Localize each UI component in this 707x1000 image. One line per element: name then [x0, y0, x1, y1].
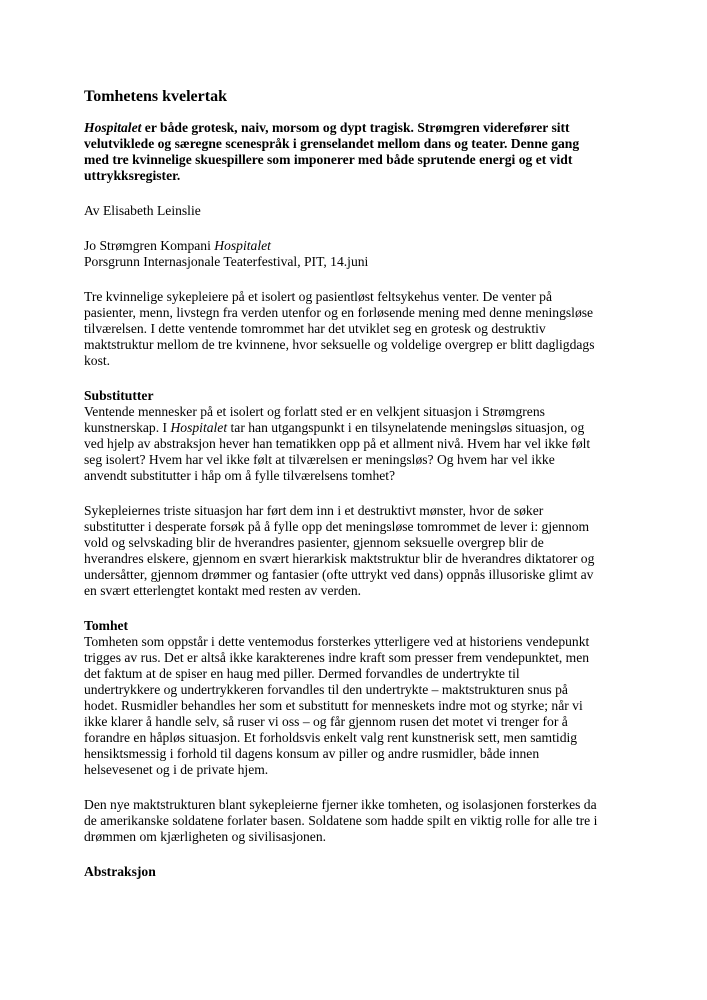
lead-paragraph: [84, 120, 687, 184]
text-segment: kunstnerskap. I: [84, 420, 171, 435]
text-line: Tre kvinnelige sykepleiere på et isolert og pasientløst feltsykehus venter. De venter på: [84, 289, 552, 304]
text-line: kost.: [84, 353, 111, 368]
section-heading-abstraksjon: Abstraksjon: [84, 864, 156, 879]
text-line: pasienter, menn, livstegn fra verden utenfor og en forløsende mening med denne meningsløse: [84, 305, 594, 320]
text-line: hensiktsmessig i forhold til dagens konsum av piller og andre rusmidler, både innen: [84, 746, 540, 761]
section-heading-substitutter: Substitutter: [84, 388, 154, 403]
text-line: undertrykkere og undertrykkeren forvandles til den undertrykte – maktstrukturen snus på: [84, 682, 568, 697]
text-line: tilværelsen. I dette ventende tomrommet har det utviklet seg en grotesk og destruktiv: [84, 321, 546, 336]
lead-line-text: er både grotesk, naiv, morsom og dypt tragisk. Strømgren viderefører sitt: [141, 120, 570, 135]
text-line: maktstruktur mellom de tre kvinnene, hvor seksuelle og voldelige overgrep er blitt dagligdags: [84, 337, 595, 352]
text-line: seg isolert? Hvem har vel ikke følt at tilværelsen er meningsløs? Og hvem har vel ikke: [84, 452, 555, 467]
text-line: Sykepleiernes triste situasjon har ført dem inn i et destruktivt mønster, hvor de søker: [84, 503, 544, 518]
section-tomhet: [84, 618, 687, 778]
festival-line: Porsgrunn Internasjonale Teaterfestival, PIT, 14.juni: [84, 254, 369, 269]
text-line: det faktum at de spiser en haug med piller. Dermed forvandles de undertrykte til: [84, 666, 520, 681]
text-line: hverandres elskere, gjennom en svært hierarkisk maktstruktur blir de hverandres diktatorer og: [84, 551, 595, 566]
text-line: undersåtter, gjennom drømmer og fantasier (ofte uttrykt ved dans) oppnås illusoriske glimt av: [84, 567, 594, 582]
article-title: Tomhetens kvelertak: [84, 88, 227, 105]
byline-block: [84, 203, 687, 219]
lead-line: [84, 120, 687, 136]
text-line: en svært etterlengtet kontakt med resten av verden.: [84, 583, 362, 598]
text-line: drømmen om kjærligheten og sivilisasjonen.: [84, 829, 327, 844]
text-segment: tar han utgangspunkt i en tilsynelatende meningsløs situasjon, og: [227, 420, 585, 435]
text-line: Ventende mennesker på et isolert og forlatt sted er en velkjent situasjon i Strømgrens: [84, 404, 545, 419]
text-line: hodet. Rusmidler behandles her som et substitutt for menneskets indre mot og styrke; når vi: [84, 698, 583, 713]
paragraph-den-nye: [84, 797, 687, 845]
byline: Av Elisabeth Leinslie: [84, 203, 201, 218]
work-title-italic: Hospitalet: [170, 420, 228, 435]
text-line: vold og selvskading blir de hverandres pasienter, gjennom seksuelle overgrep blir de: [84, 535, 544, 550]
section-abstraksjon: [84, 864, 687, 880]
section-substitutter: [84, 388, 687, 484]
text-line: trigges av rus. Det er altså ikke karakterenes indre kraft som presser frem vendepunktet, men: [84, 650, 590, 665]
text-line: Den nye maktstrukturen blant sykepleierne fjerner ikke tomheten, og isolasjonen forsterkes da: [84, 797, 597, 812]
text-line: forandre en håpløs situasjon. Et forholdsvis enkelt valg rent kunstnerisk sett, men samtidig: [84, 730, 578, 745]
text-line: substitutter i desperate forsøk på å fylle opp det meningsløse tomrommet de lever i: gjennom: [84, 519, 590, 534]
lead-line: uttrykksregister.: [84, 168, 181, 183]
section-heading-tomhet: Tomhet: [84, 618, 129, 633]
text-line: ved hjelp av abstraksjon hever han tematikken opp på et allment nivå. Hvem har vel ikke følt: [84, 436, 591, 451]
lead-line: med tre kvinnelige skuespillere som imponerer med både sprutende energi og et vidt: [84, 152, 573, 167]
text-line: helsevesenet og i de private hjem.: [84, 762, 269, 777]
text-line: de amerikanske soldatene forlater basen. Soldatene som hadde spilt en viktig rolle for alle tre i: [84, 813, 598, 828]
company-line: [84, 238, 687, 254]
paragraph-intro: [84, 289, 687, 369]
text-line: [84, 420, 687, 436]
work-title-italic: Hospitalet: [214, 238, 271, 253]
paragraph-sykepleiernes: [84, 503, 687, 599]
work-title-italic: Hospitalet: [84, 120, 142, 135]
company-name: Jo Strømgren Kompani: [84, 238, 215, 253]
lead-line: velutviklede og særegne scenespråk i grenselandet mellom dans og teater. Denne gang: [84, 136, 580, 151]
production-info: [84, 238, 687, 270]
text-line: anvendt substitutter i håp om å fylle tilværelsens tomhet?: [84, 468, 396, 483]
text-line: Tomheten som oppstår i dette ventemodus forsterkes ytterligere ved at historiens vendepunkt: [84, 634, 590, 649]
text-line: ikke klarer å handle selv, så ruser vi oss – og får gjennom rusen det motet vi trenger for å: [84, 714, 568, 729]
